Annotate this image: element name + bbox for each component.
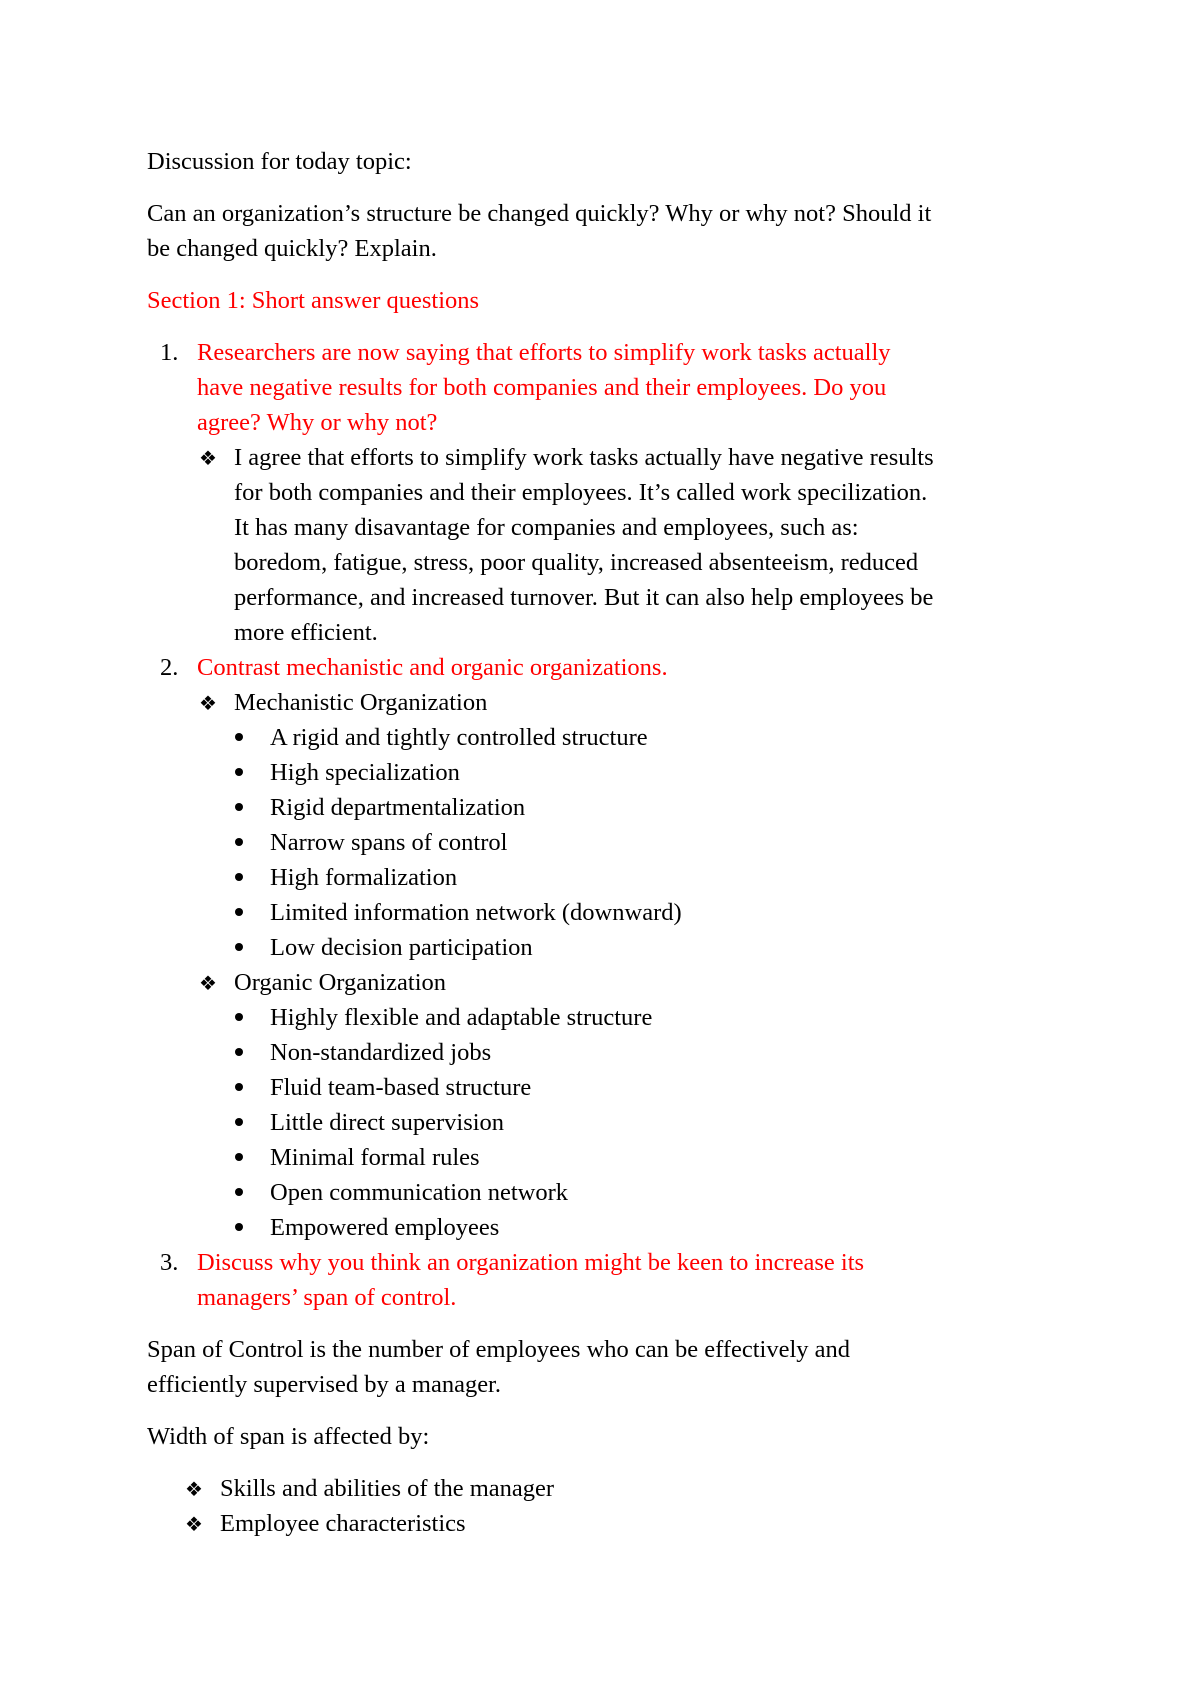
width-of-span-heading: Width of span is affected by: [147, 1423, 430, 1450]
organic-point: Empowered employees [270, 1214, 500, 1241]
diamond-bullet-icon: ❖ [185, 1477, 203, 1501]
question-1-line: agree? Why or why not? [197, 409, 438, 436]
diamond-bullet-icon: ❖ [199, 971, 217, 995]
organic-heading: Organic Organization [234, 969, 447, 996]
question-2-line: Contrast mechanistic and organic organizations. [197, 654, 668, 681]
diamond-bullet-icon: ❖ [199, 446, 217, 470]
span-factor: Employee characteristics [220, 1510, 466, 1537]
mechanistic-point: High specialization [270, 759, 460, 786]
round-bullet-icon [235, 768, 243, 776]
span-definition-line-1: Span of Control is the number of employees who can be effectively and [147, 1336, 851, 1363]
list-number-1: 1. [160, 339, 179, 366]
mechanistic-point: A rigid and tightly controlled structure [270, 724, 648, 751]
diamond-bullet-icon: ❖ [185, 1512, 203, 1536]
discussion-heading: Discussion for today topic: [147, 148, 412, 175]
organic-point: Non-standardized jobs [270, 1039, 492, 1066]
section-title: Section 1: Short answer questions [147, 287, 480, 314]
round-bullet-icon [235, 1048, 243, 1056]
question-3-line: Discuss why you think an organization might be keen to increase its [197, 1249, 865, 1276]
organic-point: Minimal formal rules [270, 1144, 480, 1171]
round-bullet-icon [235, 1188, 243, 1196]
round-bullet-icon [235, 733, 243, 741]
organic-point: Fluid team-based structure [270, 1074, 532, 1101]
answer-1-line: It has many disavantage for companies and employees, such as: [234, 514, 859, 541]
answer-1-line: performance, and increased turnover. But it can also help employees be [234, 584, 934, 611]
mechanistic-point: Narrow spans of control [270, 829, 508, 856]
mechanistic-point: Rigid departmentalization [270, 794, 526, 821]
question-1-line: Researchers are now saying that efforts to simplify work tasks actually [197, 339, 891, 366]
mechanistic-point: High formalization [270, 864, 458, 891]
answer-1-line: boredom, fatigue, stress, poor quality, increased absenteeism, reduced [234, 549, 919, 576]
round-bullet-icon [235, 838, 243, 846]
list-number-3: 3. [160, 1249, 179, 1276]
answer-1-line: for both companies and their employees. It’s called work specilization. [234, 479, 928, 506]
round-bullet-icon [235, 943, 243, 951]
round-bullet-icon [235, 1118, 243, 1126]
mechanistic-heading: Mechanistic Organization [234, 689, 488, 716]
round-bullet-icon [235, 908, 243, 916]
span-definition-line-2: efficiently supervised by a manager. [147, 1371, 501, 1398]
answer-1-line: more efficient. [234, 619, 378, 646]
list-number-2: 2. [160, 654, 179, 681]
round-bullet-icon [235, 1013, 243, 1021]
round-bullet-icon [235, 1153, 243, 1161]
span-factor: Skills and abilities of the manager [220, 1475, 555, 1502]
mechanistic-point: Limited information network (downward) [270, 899, 682, 926]
question-3-line: managers’ span of control. [197, 1284, 457, 1311]
answer-1-line: I agree that efforts to simplify work tasks actually have negative results [234, 444, 934, 471]
organic-point: Open communication network [270, 1179, 569, 1206]
discussion-question-line-1: Can an organization’s structure be changed quickly? Why or why not? Should it [147, 200, 932, 227]
question-1-line: have negative results for both companies and their employees. Do you [197, 374, 887, 401]
organic-point: Little direct supervision [270, 1109, 505, 1136]
mechanistic-point: Low decision participation [270, 934, 533, 961]
diamond-bullet-icon: ❖ [199, 691, 217, 715]
organic-point: Highly flexible and adaptable structure [270, 1004, 653, 1031]
round-bullet-icon [235, 1223, 243, 1231]
round-bullet-icon [235, 803, 243, 811]
round-bullet-icon [235, 1083, 243, 1091]
round-bullet-icon [235, 873, 243, 881]
discussion-question-line-2: be changed quickly? Explain. [147, 235, 437, 262]
